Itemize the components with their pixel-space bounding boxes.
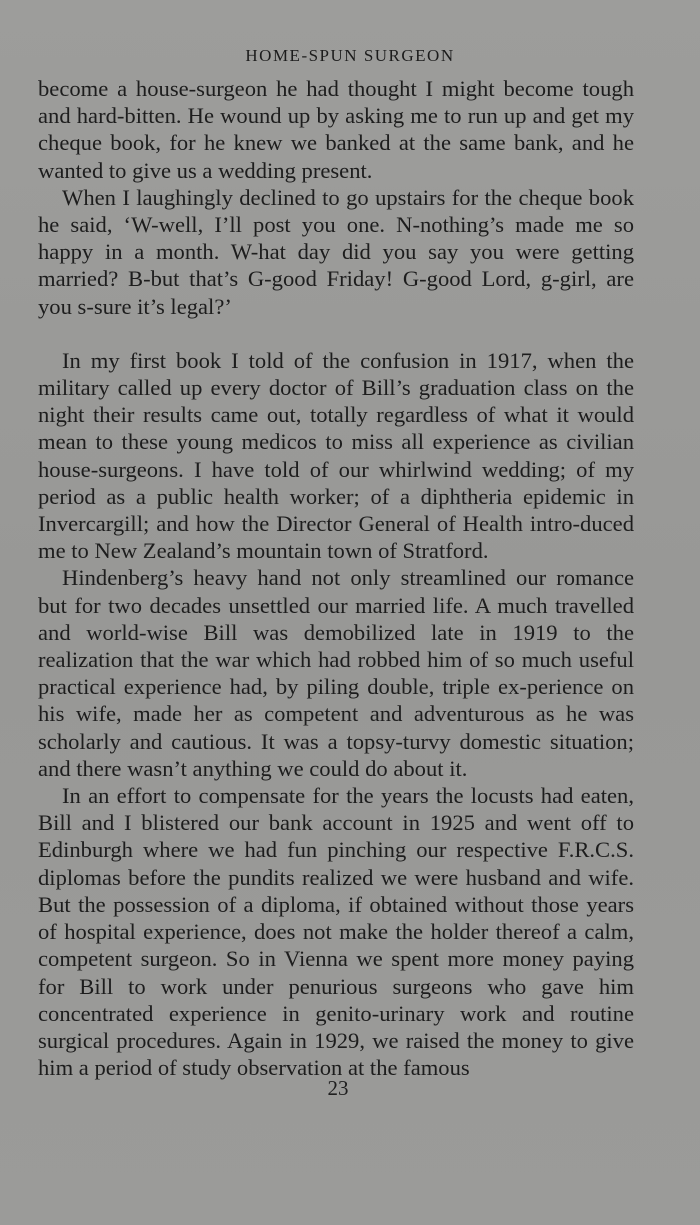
running-head: HOME-SPUN SURGEON <box>245 46 455 65</box>
page-number: 23 <box>327 1076 349 1100</box>
paragraph-continued: become a house-surgeon he had thought I might become tough and hard-bitten. He wound up by asking me to run up and get my cheque book, for he knew we banked at the same bank, and he wanted to give us a wedding present. <box>38 76 634 183</box>
paragraph-first-book: In my first book I told of the confusion in 1917, when the military called up every doctor of Bill’s graduation class on the night their results came out, totally regardless of what it would mean to these young medicos to miss all experience as civilian house-surgeons. I have told of our whirlwind wedding; of my period as a public health worker; of a diphtheria epidemic in Invercargill; and how the Director General of Health intro-duced me to New Zealand’s mountain town of Stratford. <box>38 347 634 564</box>
paragraph-edinburgh: In an effort to compensate for the years the locusts had eaten, Bill and I blistered our bank account in 1925 and went off to Edinburgh where we had fun pinching our respective F.R.C.S. diplomas before the pundits realized we were husband and wife. But the possession of a diploma, if obtained without those years of hospital experience, does not make the holder thereof a calm, competent surgeon. So in Vienna we spent more money paying for Bill to work under penurious surgeons who gave him concentrated experience in genito-urinary work and routine surgical procedures. Again in 1929, we raised the money to give him a period of study observation at the famous <box>38 783 634 1081</box>
paragraph-cheque-book: When I laughingly declined to go upstairs for the cheque book he said, ‘W-well, I’ll post you one. N-nothing’s made me so happy in a month. W-hat day did you say you were getting married? B-but that’s G-good Friday! G-good Lord, g-girl, are you s-sure it’s legal?’ <box>38 184 634 319</box>
paragraph-hindenberg: Hindenberg’s heavy hand not only streamlined our romance but for two decades unsettled our married life. A much travelled and world-wise Bill was demobilized late in 1919 to the realization that the war which had robbed him of so much useful practical experience had, by piling double, triple ex-perience on his wife, made her as competent and adventurous as he was scholarly and cautious. It was a topsy-turvy domestic situation; and there wasn’t anything we could do about it. <box>38 565 634 781</box>
body-text <box>38 75 634 1081</box>
